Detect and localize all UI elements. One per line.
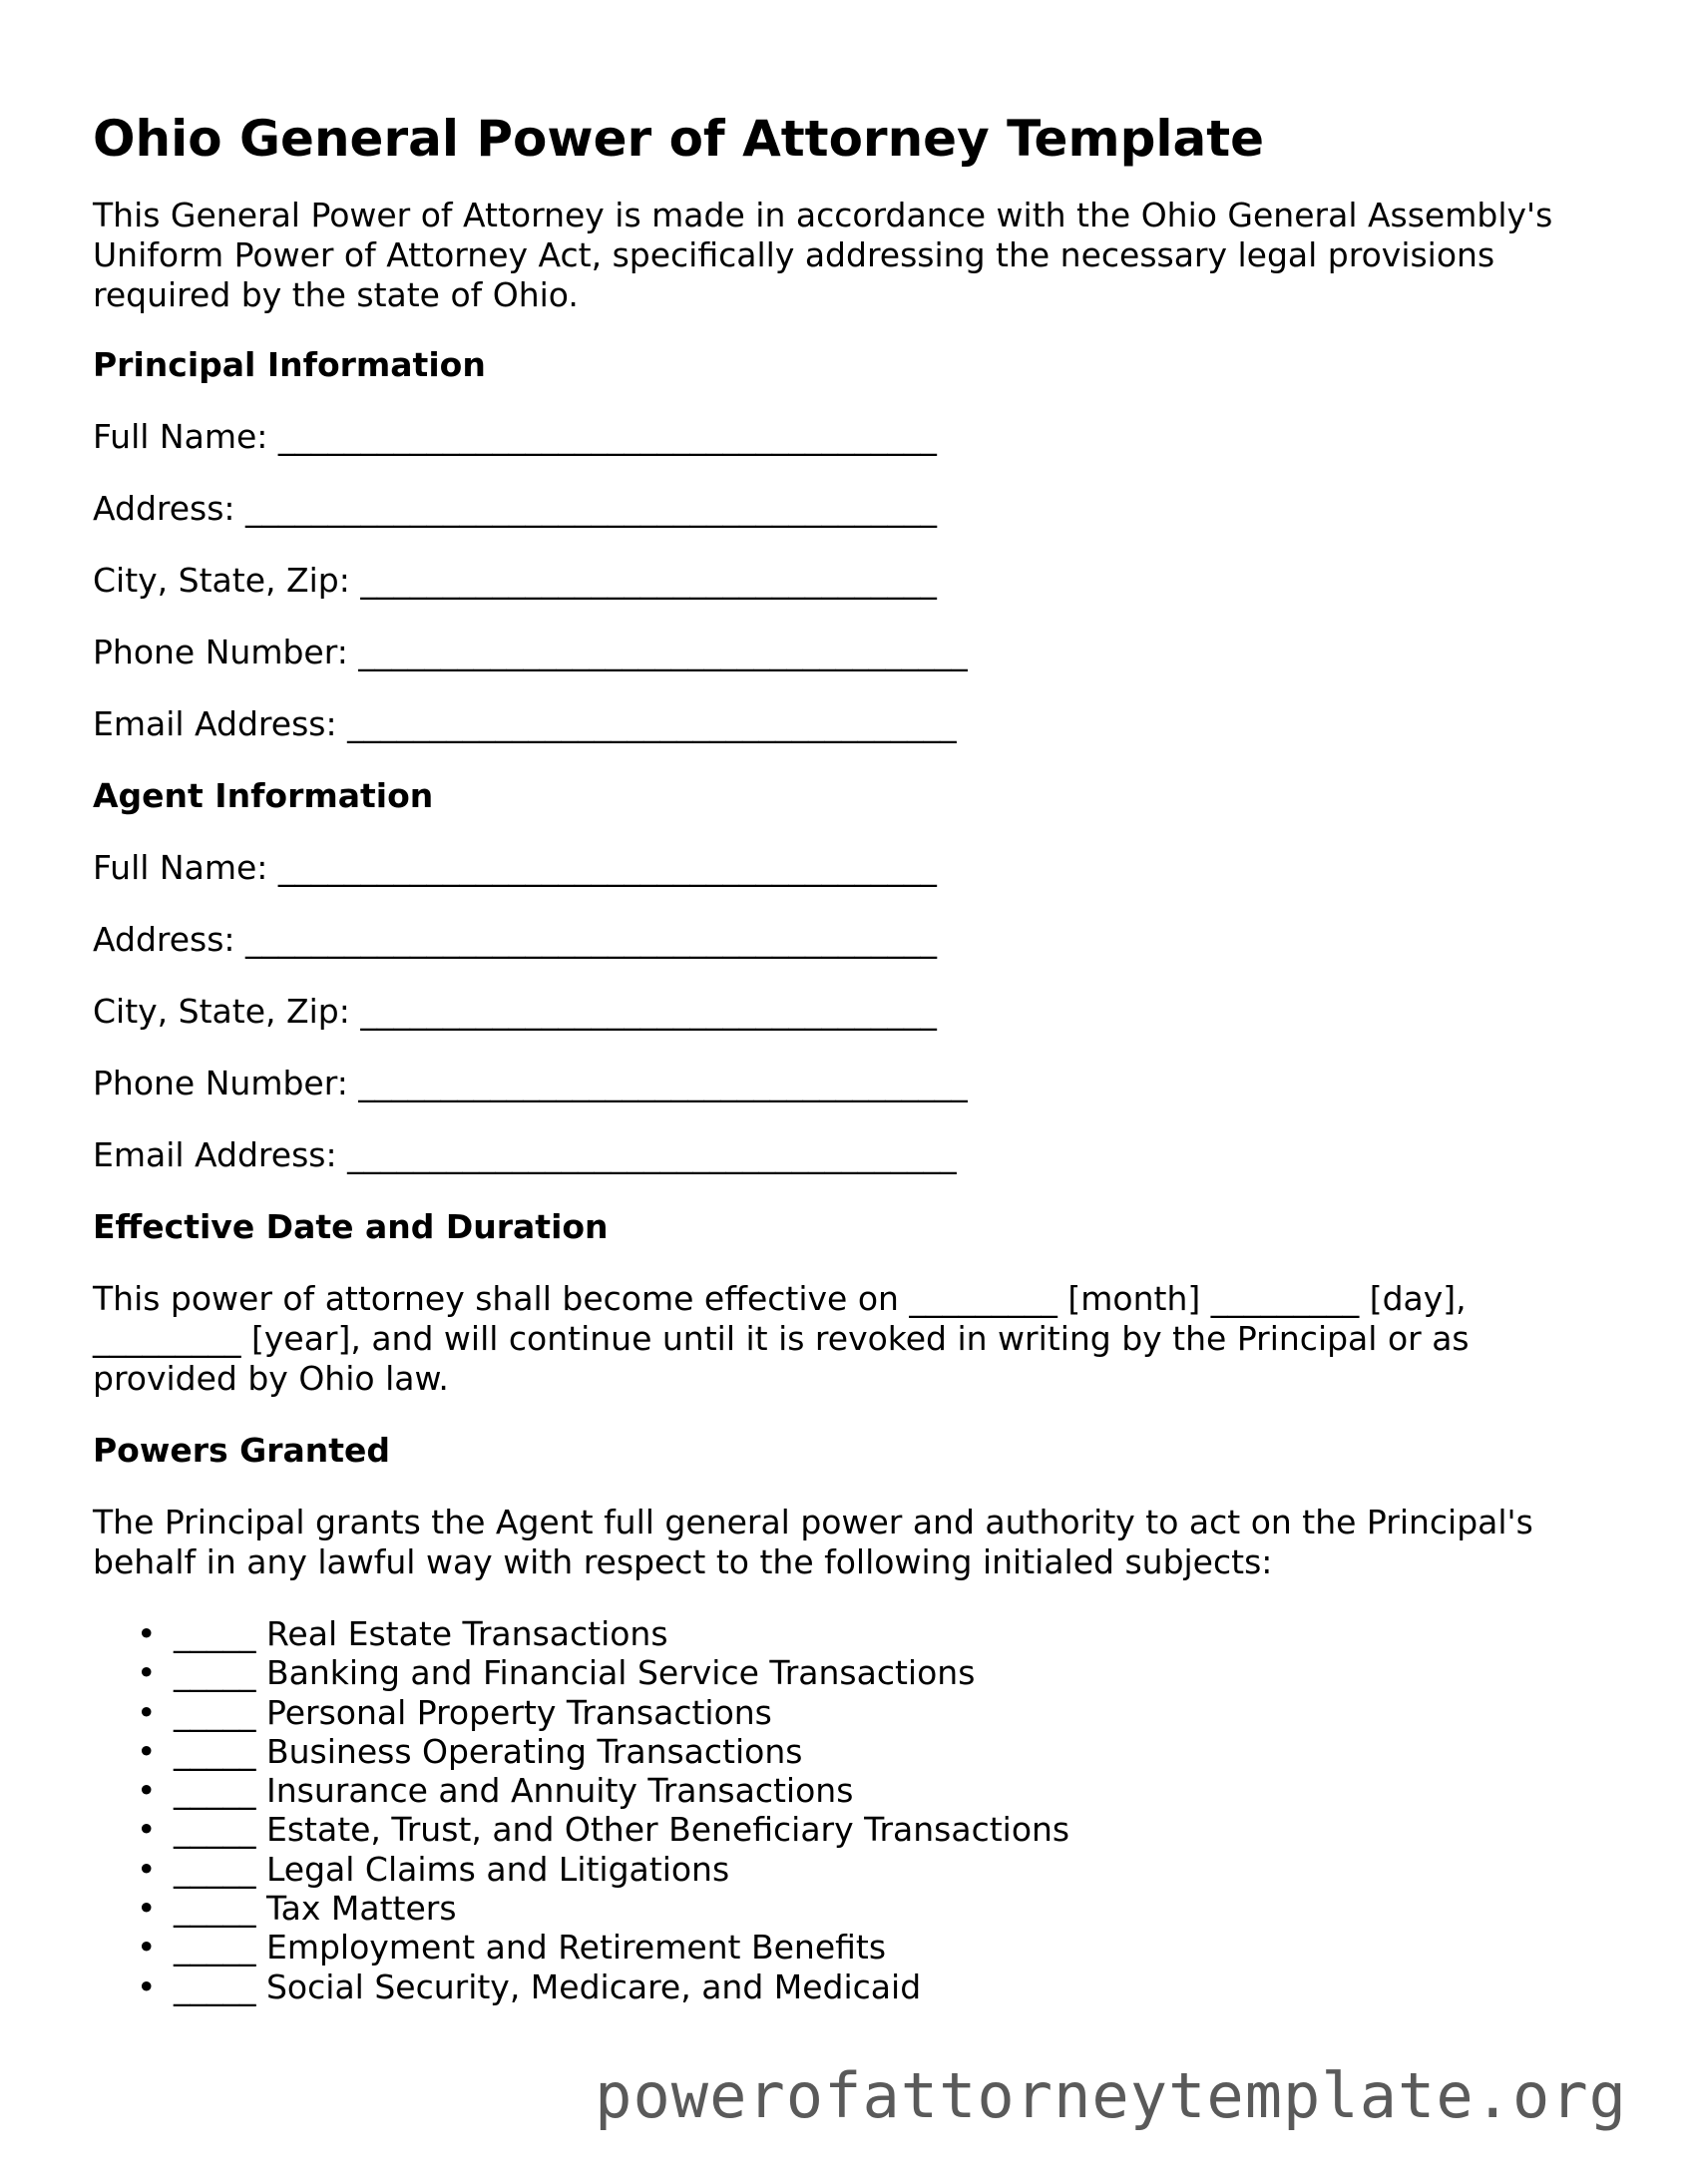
power-item-legal-claims[interactable]: [137, 1850, 1589, 1889]
power-item-label: _____ Legal Claims and Litigations: [174, 1849, 730, 1889]
power-item-estate-trust[interactable]: [137, 1810, 1589, 1849]
bullet-icon: •: [137, 1966, 157, 2006]
power-item-real-estate[interactable]: [137, 1614, 1589, 1653]
power-item-employment-retirement[interactable]: [137, 1928, 1589, 1966]
principal-city-state-zip-field[interactable]: City, State, Zip: ___________________________________: [93, 561, 937, 600]
power-item-label: _____ Employment and Retirement Benefits: [174, 1928, 887, 1967]
bullet-icon: •: [137, 1653, 157, 1693]
power-item-label: _____ Estate, Trust, and Other Beneficiary Transactions: [174, 1810, 1070, 1850]
principal-full-name-field[interactable]: Full Name: ________________________________________: [93, 417, 937, 456]
bullet-icon: •: [137, 1849, 157, 1889]
effective-date-heading: Effective Date and Duration: [93, 1207, 609, 1246]
principal-email-field[interactable]: Email Address: _____________________________________: [93, 704, 957, 743]
power-item-banking[interactable]: [137, 1653, 1589, 1692]
power-item-label: _____ Insurance and Annuity Transactions: [174, 1771, 854, 1811]
agent-full-name-field[interactable]: Full Name: ________________________________________: [93, 848, 937, 887]
power-item-social-security[interactable]: [137, 1967, 1589, 2006]
power-item-label: _____ Real Estate Transactions: [174, 1614, 668, 1653]
power-item-label: _____ Social Security, Medicare, and Medicaid: [174, 1966, 922, 2006]
principal-phone-field[interactable]: Phone Number: _____________________________________: [93, 633, 968, 671]
powers-heading: Powers Granted: [93, 1431, 391, 1470]
principal-heading: Principal Information: [93, 345, 486, 384]
agent-heading: Agent Information: [93, 776, 434, 815]
bullet-icon: •: [137, 1928, 157, 1967]
bullet-icon: •: [137, 1731, 157, 1771]
agent-city-state-zip-field[interactable]: City, State, Zip: ___________________________________: [93, 992, 937, 1031]
agent-phone-field[interactable]: Phone Number: _____________________________________: [93, 1064, 968, 1102]
power-item-business-operating[interactable]: [137, 1732, 1589, 1771]
document-page: [93, 108, 1589, 2006]
bullet-icon: •: [137, 1810, 157, 1850]
power-item-tax-matters[interactable]: [137, 1889, 1589, 1928]
power-item-label: _____ Banking and Financial Service Transactions: [174, 1653, 976, 1693]
power-item-insurance-annuity[interactable]: [137, 1771, 1589, 1810]
agent-email-field[interactable]: Email Address: _____________________________________: [93, 1135, 957, 1174]
power-item-label: _____ Tax Matters: [174, 1889, 457, 1929]
watermark-text: powerofattorneytemplate.org: [595, 2059, 1627, 2132]
bullet-icon: •: [137, 1771, 157, 1811]
intro-paragraph: This General Power of Attorney is made in accordance with the Ohio General Assembly's Uniform Power of Attorney Act, specifically addressing the necessary legal provisions required by the state of Ohio.: [93, 196, 1553, 314]
principal-address-field[interactable]: Address: __________________________________________: [93, 489, 938, 528]
effective-date-paragraph: This power of attorney shall become effective on _________ [month] _________ [day], _________ [year], and will continue until it is revoked in writing by the Principal or as provided by Ohio law.: [93, 1279, 1470, 1398]
power-item-label: _____ Business Operating Transactions: [174, 1731, 803, 1771]
power-item-personal-property[interactable]: [137, 1693, 1589, 1732]
powers-paragraph: The Principal grants the Agent full general power and authority to act on the Principal's behalf in any lawful way with respect to the following initialed subjects:: [93, 1503, 1533, 1581]
agent-address-field[interactable]: Address: __________________________________________: [93, 920, 938, 959]
powers-list: [93, 1614, 1589, 2006]
bullet-icon: •: [137, 1692, 157, 1732]
bullet-icon: •: [137, 1614, 157, 1653]
bullet-icon: •: [137, 1889, 157, 1929]
document-title: Ohio General Power of Attorney Template: [93, 110, 1265, 168]
power-item-label: _____ Personal Property Transactions: [174, 1692, 772, 1732]
